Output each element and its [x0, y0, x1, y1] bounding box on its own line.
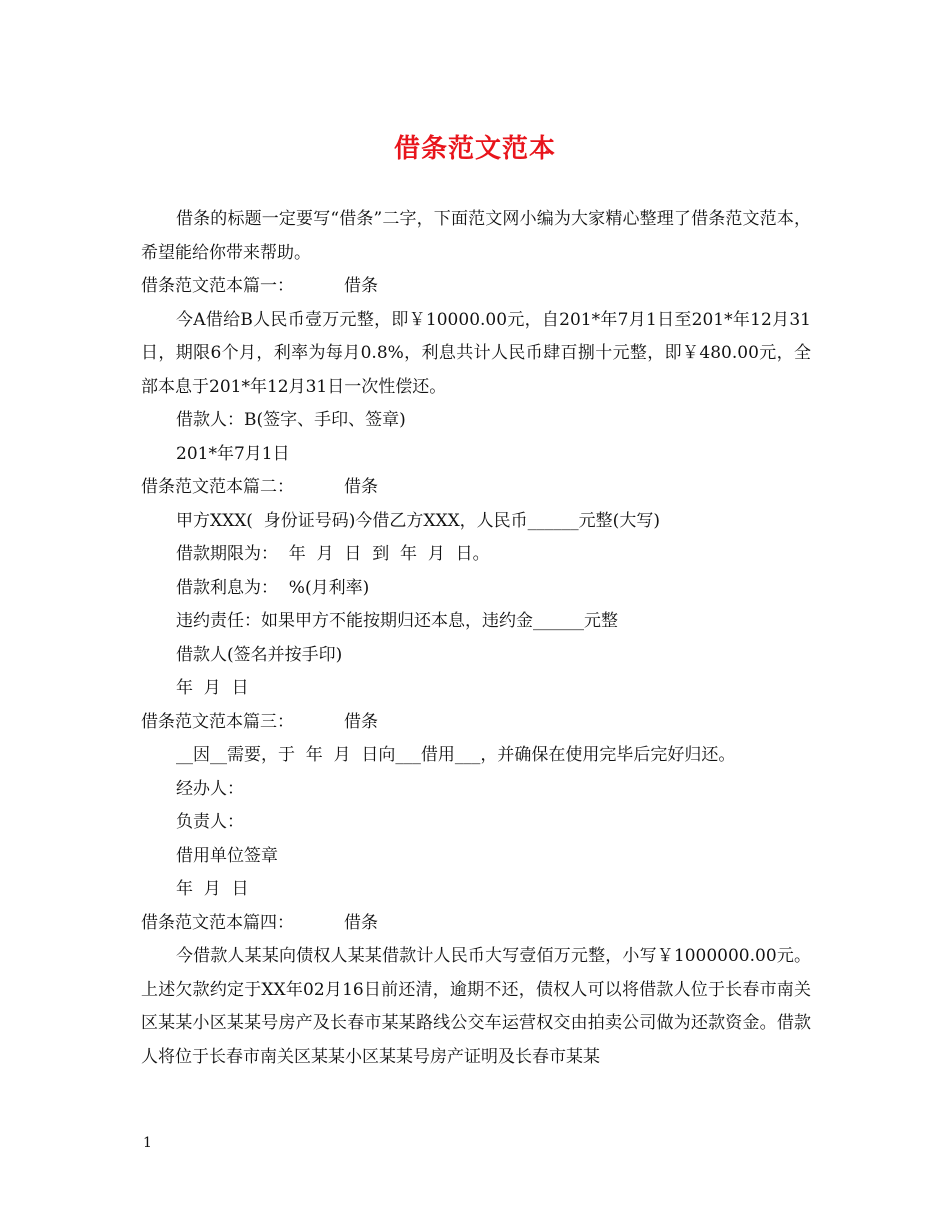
borrower-line: 借款人：B(签字、手印、签章): [176, 410, 406, 430]
section-4: [141, 907, 811, 1075]
penalty-line: 违约责任：如果甲方不能按期归还本息，违约金______元整: [176, 611, 618, 631]
section-1: [141, 270, 811, 471]
section-heading: 借条范文范本篇一： 借条: [141, 276, 378, 296]
section-3: [141, 706, 811, 907]
unit-seal-line: 借用单位签章: [176, 845, 278, 866]
section-heading: 借条范文范本篇四： 借条: [141, 912, 378, 933]
responsible-line: 负责人：: [176, 812, 244, 832]
date-line: 201*年7月1日: [176, 443, 290, 464]
borrower-line: 借款人(签名并按手印): [176, 644, 343, 665]
purpose-line: __因__需要，于 年 月 日向___借用___，并确保在使用完毕后完好归还。: [176, 745, 736, 765]
party-line: 甲方XXX( 身份证号码)今借乙方XXX，人民币______元整(大写): [176, 510, 660, 531]
document-title: 借条范文范本: [393, 134, 556, 164]
intro-paragraph: 借条的标题一定要写“借条”二字，下面范文网小编为大家精心整理了借条范文范本，希望能给你带来帮助。: [141, 209, 811, 263]
page-number: 1: [143, 1135, 152, 1151]
section-paragraph: 今借款人某某向债权人某某借款计人民币大写壹佰万元整，小写￥1000000.00元。上述欠款约定于XX年02月16日前还清，逾期不还，债权人可以将借款人位于长春市南关区某某小区某某号房产及长春市某某路线公交车运营权交由拍卖公司做为还款资金。借款人将位于长春市南关区某某小区某某号房产证明及长春市某某: [141, 946, 811, 1067]
section-heading: 借条范文范本篇三： 借条: [141, 711, 378, 732]
section-2: [141, 471, 811, 706]
interest-line: 借款利息为： %(月利率): [176, 577, 370, 598]
date-line: 年 月 日: [176, 678, 249, 698]
date-line: 年 月 日: [176, 879, 249, 899]
handler-line: 经办人：: [176, 778, 244, 799]
document-body: [141, 203, 811, 1074]
section-paragraph: 今A借给B人民币壹万元整，即￥10000.00元，自201*年7月1日至201*年12月31日，期限6个月，利率为每月0.8%，利息共计人民币肆百捌十元整，即￥480.00元，全部本息于201*年12月31日一次性偿还。: [141, 309, 811, 397]
section-heading: 借条范文范本篇二： 借条: [141, 477, 378, 497]
term-line: 借款期限为： 年 月 日 到 年 月 日。: [176, 544, 490, 564]
